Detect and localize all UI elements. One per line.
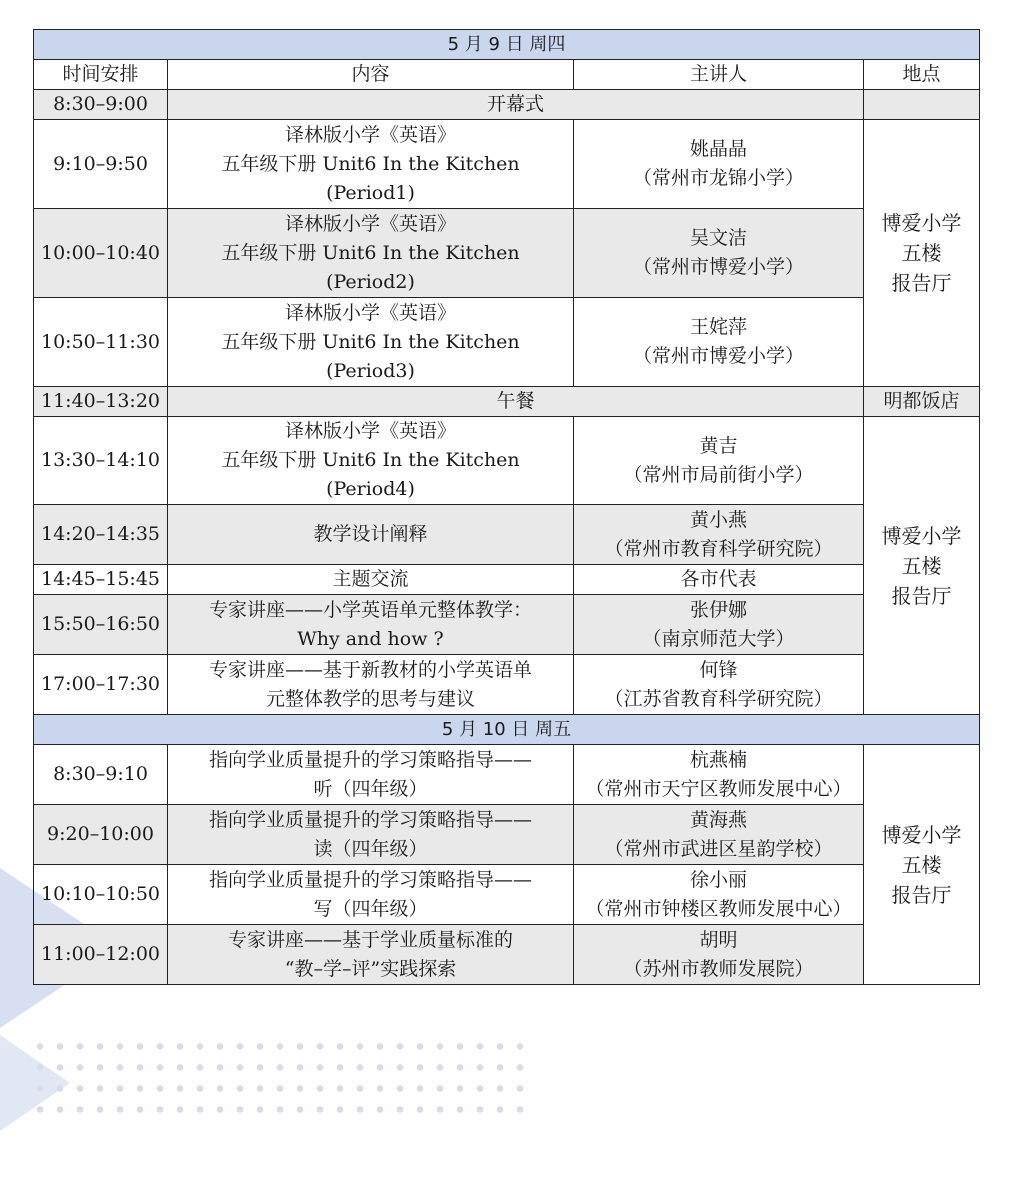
content-line: 听（四年级） <box>313 777 428 800</box>
content-line: 专家讲座——基于新教材的小学英语单 <box>208 658 532 681</box>
speaker-affiliation: （常州市博爱小学） <box>632 345 804 367</box>
speaker-affiliation: （苏州市教师发展院） <box>623 957 814 980</box>
background-dot-grid <box>30 1036 530 1116</box>
time-cell: 8:30–9:10 <box>34 745 168 805</box>
location-cell: 明都饭店 <box>864 387 980 417</box>
speaker-name: 姚晶晶 <box>689 138 747 160</box>
content-cell <box>168 595 574 655</box>
content-line: 译林版小学《英语》 <box>284 212 456 235</box>
speaker-affiliation: （常州市局前街小学） <box>623 463 814 486</box>
location-line: 报告厅 <box>891 271 952 295</box>
speaker-cell <box>574 505 864 565</box>
content-line: 译林版小学《英语》 <box>284 420 456 442</box>
speaker-cell: 各市代表 <box>574 565 864 595</box>
content-cell <box>168 120 574 209</box>
speaker-cell <box>574 805 864 865</box>
day-title: 5 月 10 日 周五 <box>34 715 980 745</box>
day-title: 5 月 9 日 周四 <box>34 30 980 60</box>
content-cell: 教学设计阐释 <box>168 505 574 565</box>
content-line: 译林版小学《英语》 <box>284 123 456 146</box>
content-line: 五年级下册 Unit6 In the Kitchen <box>221 330 520 353</box>
table-row <box>34 387 980 417</box>
table-row <box>34 865 980 925</box>
content-line: (Period1) <box>326 181 415 204</box>
content-cell <box>168 745 574 805</box>
day-header-row <box>34 30 980 60</box>
table-row <box>34 925 980 985</box>
time-cell: 11:00–12:00 <box>34 925 168 985</box>
speaker-affiliation: （江苏省教育科学研究院） <box>604 687 833 710</box>
content-line: 读（四年级） <box>313 837 428 860</box>
location-line: 报告厅 <box>891 583 952 608</box>
header-time: 时间安排 <box>34 60 168 90</box>
content-cell <box>168 417 574 505</box>
header-speaker: 主讲人 <box>574 60 864 90</box>
schedule-table <box>33 29 980 985</box>
location-cell <box>864 120 980 387</box>
time-cell: 10:00–10:40 <box>34 209 168 298</box>
column-header-row <box>34 60 980 90</box>
content-line: 译林版小学《英语》 <box>284 301 456 324</box>
content-line: (Period4) <box>326 478 415 500</box>
speaker-name: 杭燕楠 <box>689 748 747 771</box>
content-line: 指向学业质量提升的学习策略指导—— <box>208 748 532 771</box>
speaker-cell <box>574 595 864 655</box>
speaker-name: 黄吉 <box>699 434 738 457</box>
time-cell: 9:20–10:00 <box>34 805 168 865</box>
content-cell <box>168 865 574 925</box>
location-line: 报告厅 <box>891 882 952 907</box>
speaker-affiliation: （常州市教育科学研究院） <box>604 537 833 560</box>
speaker-affiliation: （常州市钟楼区教师发展中心） <box>585 897 852 920</box>
speaker-affiliation: （南京师范大学） <box>642 627 795 650</box>
content-line: (Period2) <box>326 270 415 293</box>
time-cell: 11:40–13:20 <box>34 387 168 417</box>
speaker-cell <box>574 925 864 985</box>
content-cell: 开幕式 <box>168 90 864 120</box>
content-cell <box>168 805 574 865</box>
table-row <box>34 595 980 655</box>
location-line: 五楼 <box>901 553 942 578</box>
speaker-affiliation: （常州市龙锦小学） <box>632 167 804 189</box>
content-line: 五年级下册 Unit6 In the Kitchen <box>221 152 520 175</box>
speaker-cell <box>574 298 864 387</box>
content-line: 专家讲座——小学英语单元整体教学： <box>208 598 532 621</box>
speaker-cell <box>574 655 864 715</box>
location-line: 博爱小学 <box>881 211 962 235</box>
table-row <box>34 505 980 565</box>
time-cell: 17:00–17:30 <box>34 655 168 715</box>
speaker-affiliation: （常州市武进区星韵学校） <box>604 837 833 860</box>
content-line: Why and how ? <box>297 627 444 650</box>
content-cell <box>168 925 574 985</box>
speaker-cell <box>574 209 864 298</box>
content-line: 专家讲座——基于学业质量标准的 <box>227 928 513 951</box>
location-cell <box>864 417 980 715</box>
content-line: 指向学业质量提升的学习策略指导—— <box>208 808 532 831</box>
location-cell-empty <box>864 90 980 120</box>
location-line: 博爱小学 <box>881 822 962 847</box>
time-cell: 13:30–14:10 <box>34 417 168 505</box>
table-row <box>34 209 980 298</box>
content-cell <box>168 209 574 298</box>
table-row <box>34 120 980 209</box>
speaker-name: 何锋 <box>699 658 738 681</box>
speaker-name: 吴文洁 <box>689 227 747 249</box>
content-line: 元整体教学的思考与建议 <box>265 687 475 710</box>
time-cell: 10:50–11:30 <box>34 298 168 387</box>
header-location: 地点 <box>864 60 980 90</box>
location-line: 五楼 <box>901 241 942 265</box>
speaker-name: 黄小燕 <box>689 508 747 531</box>
speaker-cell <box>574 120 864 209</box>
speaker-affiliation: （常州市天宁区教师发展中心） <box>585 777 852 800</box>
table-row <box>34 417 980 505</box>
time-cell: 14:45–15:45 <box>34 565 168 595</box>
table-row <box>34 745 980 805</box>
content-cell <box>168 655 574 715</box>
location-line: 五楼 <box>901 852 942 877</box>
content-line: 写（四年级） <box>313 897 428 920</box>
speaker-name: 徐小丽 <box>689 868 747 891</box>
speaker-name: 王姹萍 <box>689 316 747 338</box>
content-cell: 主题交流 <box>168 565 574 595</box>
content-cell: 午餐 <box>168 387 864 417</box>
time-cell: 8:30–9:00 <box>34 90 168 120</box>
day-header-row <box>34 715 980 745</box>
content-line: “教–学–评”实践探索 <box>284 957 457 980</box>
table-row <box>34 805 980 865</box>
time-cell: 15:50–16:50 <box>34 595 168 655</box>
speaker-affiliation: （常州市博爱小学） <box>632 256 804 278</box>
speaker-name: 黄海燕 <box>689 808 747 831</box>
speaker-name: 胡明 <box>699 928 738 951</box>
speaker-cell <box>574 417 864 505</box>
speaker-cell <box>574 745 864 805</box>
time-cell: 9:10–9:50 <box>34 120 168 209</box>
content-line: 指向学业质量提升的学习策略指导—— <box>208 868 532 891</box>
location-cell <box>864 745 980 985</box>
table-row <box>34 565 980 595</box>
speaker-cell <box>574 865 864 925</box>
table-row <box>34 298 980 387</box>
content-line: (Period3) <box>326 359 415 382</box>
time-cell: 10:10–10:50 <box>34 865 168 925</box>
table-row <box>34 90 980 120</box>
speaker-name: 张伊娜 <box>689 598 747 621</box>
location-line: 博爱小学 <box>881 523 962 548</box>
content-line: 五年级下册 Unit6 In the Kitchen <box>221 241 520 264</box>
content-line: 五年级下册 Unit6 In the Kitchen <box>221 449 520 471</box>
content-cell <box>168 298 574 387</box>
table-row <box>34 655 980 715</box>
time-cell: 14:20–14:35 <box>34 505 168 565</box>
header-content: 内容 <box>168 60 574 90</box>
